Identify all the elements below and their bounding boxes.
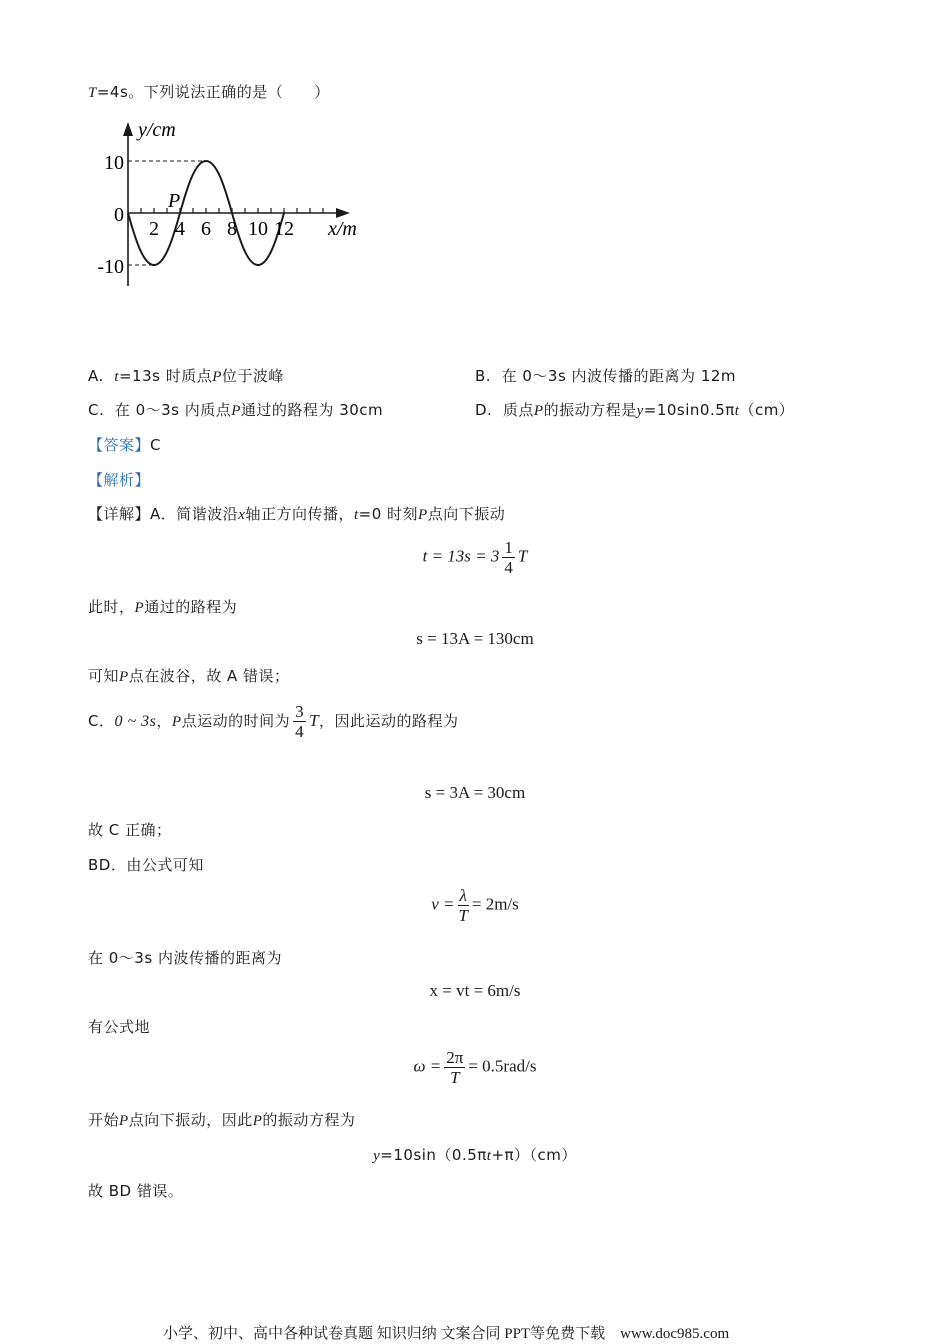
option-a-text1: =13s 时质点: [118, 367, 213, 385]
equation-4-num: λ: [459, 886, 467, 905]
option-d-text1: 质点: [502, 401, 534, 419]
detail-line-10: 故 BD 错误。: [88, 1182, 184, 1200]
detail-line-4-num: 3: [295, 702, 305, 721]
analysis-tag: 【解析】: [88, 471, 151, 489]
x-axis-arrow: [336, 208, 350, 218]
detail-line-9-p1: P: [119, 1113, 129, 1129]
detail-line-9-a: 开始: [88, 1111, 120, 1129]
detail-line-6: BD．由公式可知: [88, 856, 204, 874]
detail-line-1-t: t: [353, 507, 359, 523]
detail-line-4-range: 0 ~ 3s: [114, 713, 157, 730]
y-axis-label: y/cm: [138, 119, 176, 141]
equation-1-right: T: [517, 546, 528, 566]
equation-1-num: 1: [504, 538, 513, 557]
y-axis-arrow: [123, 122, 133, 136]
footer: [163, 1322, 729, 1343]
detail-line-2-p: P: [134, 600, 145, 616]
equation-6-den: T: [450, 1068, 460, 1087]
detail-line-4-d: ，因此运动的路程为: [319, 712, 459, 730]
equation-6-fraction: [444, 1048, 465, 1087]
x-axis-label: x/m: [328, 218, 357, 240]
option-d: [475, 400, 794, 421]
detail-tag: 【详解】: [88, 505, 151, 523]
detail-line-3-a: 可知: [88, 667, 120, 685]
option-d-var-p: P: [533, 403, 544, 419]
detail-line-2-b: 通过的路程为: [144, 598, 238, 616]
equation-6: [0, 1048, 950, 1087]
detail-line-5: 故 C 正确；: [88, 821, 172, 839]
option-d-text3: =10sin0.5π: [643, 401, 735, 419]
footer-url[interactable]: www.doc985.com: [620, 1326, 730, 1342]
answer-line: [88, 435, 161, 455]
detail-line-2: [88, 597, 237, 618]
option-d-text4: （cm）: [739, 401, 795, 419]
detail-line-4-den: 4: [295, 722, 305, 741]
y-tick-neg10: -10: [97, 256, 124, 278]
equation-6-left: ω =: [413, 1056, 442, 1076]
option-a-var-t: t: [114, 369, 119, 385]
option-b-letter: B.: [475, 367, 492, 385]
equation-1-fraction: [502, 538, 515, 577]
detail-line-9: [88, 1110, 355, 1131]
equation-1-den: 4: [504, 558, 513, 577]
detail-line-4-c: 点运动的时间为: [181, 712, 291, 730]
detail-line-7: 在 0～3s 内波传播的距离为: [88, 949, 282, 967]
option-d-text2: 的振动方程是: [543, 401, 637, 419]
option-a-text2: 位于波峰: [221, 367, 284, 385]
option-c-var-p: P: [231, 403, 241, 419]
option-d-letter: D.: [475, 401, 493, 419]
answer-tag: 【答案】: [88, 436, 151, 454]
equation-1-left: t = 13s = 3: [422, 546, 500, 566]
option-a-var-p: P: [212, 369, 222, 385]
detail-line-4-p: P: [171, 714, 182, 730]
detail-line-8: 有公式地: [88, 1018, 151, 1036]
option-b: [475, 366, 736, 386]
equation-4-left: v =: [431, 894, 455, 914]
footer-text: 小学、初中、高中各种试卷真题 知识归纳 文案合同 PPT等免费下载: [163, 1326, 606, 1342]
option-d-var-y: y: [636, 403, 644, 419]
equation-4-fraction: [458, 886, 469, 925]
equation-5: x = vt = 6m/s: [429, 981, 521, 1000]
equation-4-den: T: [458, 906, 468, 925]
detail-line-4-T: T: [309, 711, 320, 730]
detail-line-1: [88, 504, 505, 525]
equation-7: [0, 1145, 950, 1166]
detail-line-4-a: C．: [88, 712, 115, 730]
detail-line-1-c: =0 时刻: [358, 505, 419, 523]
detail-line-1-p: P: [418, 507, 428, 523]
option-d-var-t: t: [734, 403, 740, 419]
detail-line-4: [88, 702, 459, 741]
detail-line-1-x: x: [238, 507, 246, 523]
detail-line-9-p2: P: [252, 1113, 263, 1129]
detail-line-3: [88, 666, 290, 687]
detail-line-1-d: 点向下振动: [427, 505, 506, 523]
option-c-text2: 通过的路程为 30cm: [240, 401, 384, 419]
x-tick-6: 6: [201, 218, 211, 240]
detail-line-9-b: 点向下振动，因此: [128, 1111, 253, 1129]
equation-4: [0, 886, 950, 925]
equation-6-right: = 0.5rad/s: [468, 1056, 537, 1076]
detail-line-2-a: 此时，: [88, 598, 135, 616]
equation-7-t: t: [486, 1148, 492, 1164]
answer-value: C: [150, 436, 161, 454]
equation-7-b: +π）（cm）: [491, 1146, 577, 1164]
detail-line-3-b: 点在波谷，故 A 错误；: [128, 667, 290, 685]
point-p-label: P: [168, 190, 181, 212]
x-tick-8: 8: [227, 218, 237, 240]
option-c: [88, 400, 383, 421]
intro-variable: T: [88, 85, 97, 101]
intro-text: =4s。下列说法正确的是（ ）: [96, 83, 330, 101]
x-tick-10: 10: [248, 218, 268, 240]
option-c-text1: 在 0～3s 内质点: [114, 401, 232, 419]
option-b-text: 在 0～3s 内波传播的距离为 12m: [501, 367, 737, 385]
equation-4-right: = 2m/s: [471, 894, 519, 914]
detail-line-1-a: A．简谐波沿: [150, 505, 239, 523]
option-a-letter: A.: [88, 367, 104, 385]
equation-6-num: 2π: [446, 1048, 464, 1067]
x-tick-2: 2: [149, 218, 159, 240]
wave-figure: [88, 118, 368, 290]
detail-line-4-b: ，: [156, 712, 172, 730]
option-c-letter: C.: [88, 401, 105, 419]
equation-3: s = 3A = 30cm: [424, 783, 526, 802]
x-tick-4: 4: [175, 218, 185, 240]
x-tick-12: 12: [274, 218, 294, 240]
equation-2: s = 13A = 130cm: [416, 629, 534, 648]
detail-line-9-c: 的振动方程为: [262, 1111, 356, 1129]
y-tick-0: 0: [114, 204, 124, 226]
equation-1: [0, 538, 950, 577]
detail-line-3-p: P: [119, 669, 129, 685]
y-tick-10: 10: [104, 152, 124, 174]
detail-line-1-b: 轴正方向传播，: [245, 505, 354, 523]
detail-line-4-fraction: [293, 702, 306, 741]
equation-7-y: y: [373, 1148, 381, 1164]
question-intro: [88, 82, 330, 103]
equation-7-a: =10sin（0.5π: [380, 1146, 487, 1164]
option-a: [88, 366, 284, 387]
